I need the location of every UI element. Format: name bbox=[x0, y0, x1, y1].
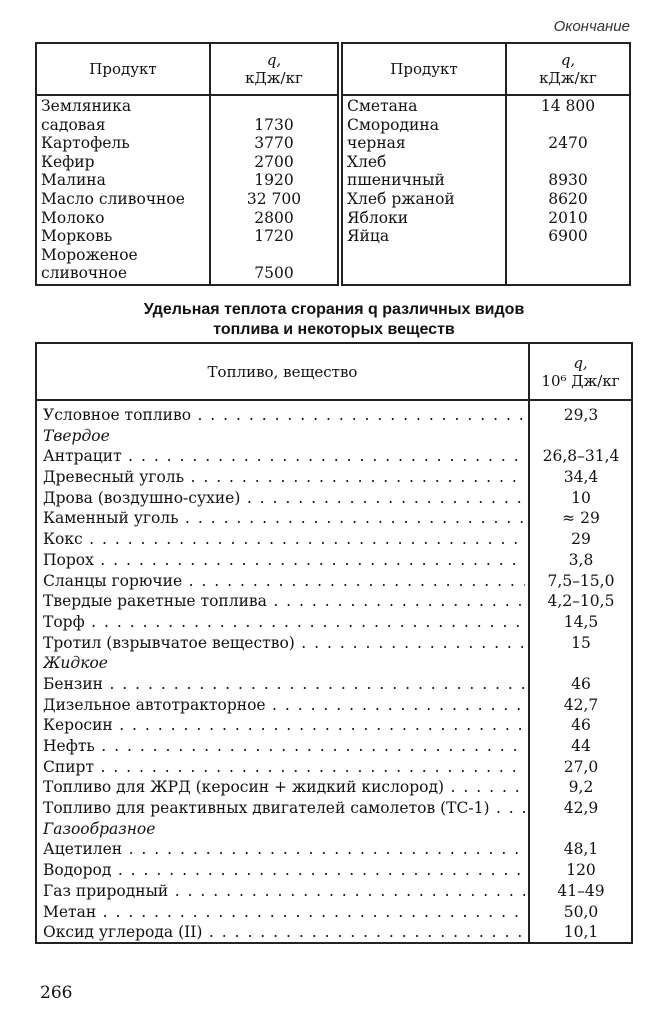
substance-name: Оксид углерода (II) . . . bbox=[43, 922, 525, 943]
table-row bbox=[37, 246, 337, 265]
substance-name: Условное топливо . . . bbox=[43, 405, 525, 426]
heat-value: 15 bbox=[571, 633, 591, 652]
heat-value: 14 800 bbox=[540, 97, 596, 115]
product-name: Картофель bbox=[41, 134, 130, 153]
table-row bbox=[37, 777, 631, 798]
continuation-label: Окончание bbox=[553, 18, 630, 35]
table-row bbox=[37, 571, 631, 592]
table-row bbox=[37, 488, 631, 509]
heat-value: 32 700 bbox=[246, 189, 302, 208]
product-name: черная bbox=[347, 134, 406, 153]
heat-value: 1720 bbox=[254, 227, 294, 246]
table-row bbox=[37, 633, 631, 654]
table-row bbox=[37, 715, 631, 736]
substance-name: Сланцы горючие . . . bbox=[43, 571, 525, 592]
table-row bbox=[343, 97, 629, 116]
table-row bbox=[37, 227, 337, 246]
heat-value: 41–49 bbox=[557, 881, 605, 900]
table-row bbox=[37, 153, 337, 172]
table-row bbox=[37, 134, 337, 153]
heat-value: 2700 bbox=[254, 152, 294, 171]
table-row bbox=[37, 612, 631, 633]
table-row bbox=[37, 405, 631, 426]
table-row bbox=[343, 153, 629, 172]
heat-value: 48,1 bbox=[563, 840, 599, 859]
substance-name: Торф . . . bbox=[43, 612, 525, 633]
product-name: Яблоки bbox=[347, 208, 409, 227]
heat-value: 29 bbox=[571, 530, 591, 549]
product-name: Хлеб bbox=[347, 152, 387, 171]
heat-value: 46 bbox=[571, 716, 591, 735]
table-row bbox=[37, 860, 631, 881]
substance-name: Водород . . . bbox=[43, 860, 525, 881]
product-name: пшеничный bbox=[347, 171, 445, 190]
product-name: Смородина bbox=[347, 115, 439, 134]
table-row bbox=[343, 116, 629, 135]
header-q: q, кДж/кг bbox=[539, 51, 597, 87]
table-row bbox=[343, 171, 629, 190]
heat-value: 4,2–10,5 bbox=[547, 592, 615, 611]
table-row bbox=[37, 674, 631, 695]
category-label: Газообразное bbox=[43, 819, 156, 838]
heat-value: 27,0 bbox=[563, 757, 599, 776]
product-name: Молоко bbox=[41, 208, 105, 227]
heat-value: 10 bbox=[571, 488, 591, 507]
table-row bbox=[37, 736, 631, 757]
header-product: Продукт bbox=[390, 60, 458, 78]
table-row bbox=[37, 508, 631, 529]
substance-name: Дрова (воздушно-сухие) . . . bbox=[43, 488, 525, 509]
table-row bbox=[343, 190, 629, 209]
category-label: Жидкое bbox=[43, 654, 108, 673]
heat-value: 14,5 bbox=[563, 612, 599, 631]
substance-name: Твердые ракетные топлива . . . bbox=[43, 591, 525, 612]
heat-value: 26,8–31,4 bbox=[542, 447, 620, 466]
heat-value: 8930 bbox=[548, 171, 588, 190]
substance-name: Дизельное автотракторное . . . bbox=[43, 695, 525, 716]
header-q: q, кДж/кг bbox=[245, 51, 303, 87]
heat-value: 3,8 bbox=[568, 550, 594, 569]
fuel-heat-table bbox=[35, 342, 633, 944]
substance-name: Спирт . . . bbox=[43, 757, 525, 778]
table-row bbox=[37, 902, 631, 923]
table-row bbox=[37, 839, 631, 860]
heat-value: 2010 bbox=[548, 208, 588, 227]
heat-value: 7,5–15,0 bbox=[547, 571, 615, 590]
heat-value: 9,2 bbox=[568, 778, 594, 797]
table-row bbox=[37, 529, 631, 550]
product-name: сливочное bbox=[41, 264, 127, 283]
table-row bbox=[343, 209, 629, 228]
product-name: Масло сливочное bbox=[41, 189, 185, 208]
substance-name: Топливо для ЖРД (керосин + жидкий кислород) . . . bbox=[43, 777, 525, 798]
table-row bbox=[343, 227, 629, 246]
heat-value: 2800 bbox=[254, 208, 294, 227]
header-substance: Топливо, вещество bbox=[207, 362, 358, 381]
product-name: садовая bbox=[41, 115, 106, 134]
product-name: Малина bbox=[41, 171, 106, 190]
substance-name: Газ природный . . . bbox=[43, 881, 525, 902]
product-name: Кефир bbox=[41, 152, 95, 171]
heat-value: 1730 bbox=[254, 115, 294, 134]
table-row bbox=[37, 171, 337, 190]
substance-name: Метан . . . bbox=[43, 902, 525, 923]
substance-name: Керосин . . . bbox=[43, 715, 525, 736]
product-name: Яйца bbox=[347, 227, 390, 246]
table-row bbox=[37, 97, 337, 116]
heat-value: 50,0 bbox=[563, 902, 599, 921]
substance-name: Тротил (взрывчатое вещество) . . . bbox=[43, 633, 525, 654]
product-name: Морковь bbox=[41, 227, 113, 246]
heat-value: 10,1 bbox=[563, 923, 599, 942]
heat-value: 8620 bbox=[548, 189, 588, 208]
substance-name: Бензин . . . bbox=[43, 674, 525, 695]
food-table-left bbox=[35, 42, 339, 286]
heat-value: 42,7 bbox=[563, 695, 599, 714]
table-row bbox=[37, 446, 631, 467]
food-heat-table bbox=[35, 42, 631, 286]
substance-name: Древесный уголь . . . bbox=[43, 467, 525, 488]
category-row bbox=[37, 426, 631, 447]
table-row bbox=[343, 134, 629, 153]
product-name: Земляника bbox=[41, 97, 132, 115]
table-row bbox=[37, 190, 337, 209]
header-q: q, 10⁶ Дж/кг bbox=[541, 353, 620, 390]
category-row bbox=[37, 819, 631, 840]
heat-value: 34,4 bbox=[563, 468, 599, 487]
heat-value: 44 bbox=[571, 737, 591, 755]
substance-name: Топливо для реактивных двигателей самолетов (ТС-1) . . . bbox=[43, 798, 525, 819]
product-name: Сметана bbox=[347, 97, 418, 115]
heat-value: 120 bbox=[566, 861, 596, 880]
category-row bbox=[37, 653, 631, 674]
substance-name: Антрацит . . . bbox=[43, 446, 525, 467]
heat-value: 42,9 bbox=[563, 799, 599, 818]
page-number: 266 bbox=[40, 983, 73, 1003]
substance-name: Нефть . . . bbox=[43, 736, 525, 757]
heat-value: 2470 bbox=[548, 134, 588, 153]
heat-value: 3770 bbox=[254, 134, 294, 153]
product-name: Хлеб ржаной bbox=[347, 189, 455, 208]
table-row bbox=[37, 757, 631, 778]
heat-value: 29,3 bbox=[563, 406, 599, 424]
heat-value: 6900 bbox=[548, 227, 588, 246]
table-row bbox=[37, 695, 631, 716]
table-row bbox=[37, 550, 631, 571]
table-row bbox=[37, 881, 631, 902]
heat-value: 7500 bbox=[254, 264, 294, 283]
table-row bbox=[37, 116, 337, 135]
header-product: Продукт bbox=[89, 60, 157, 78]
product-name: Мороженое bbox=[41, 245, 138, 264]
category-label: Твердое bbox=[43, 426, 110, 445]
heat-value: 46 bbox=[571, 674, 591, 693]
table-row bbox=[37, 467, 631, 488]
substance-name: Порох . . . bbox=[43, 550, 525, 571]
food-table-right bbox=[341, 42, 631, 286]
table-row bbox=[37, 264, 337, 283]
table-row bbox=[37, 591, 631, 612]
substance-name: Ацетилен . . . bbox=[43, 839, 525, 860]
table-row bbox=[37, 798, 631, 819]
table-row bbox=[37, 922, 631, 943]
table-row bbox=[37, 209, 337, 228]
substance-name: Каменный уголь . . . bbox=[43, 508, 525, 529]
substance-name: Кокс . . . bbox=[43, 529, 525, 550]
heat-value: 1920 bbox=[254, 171, 294, 190]
heat-value: ≈ 29 bbox=[562, 509, 600, 528]
fuel-table-title: Удельная теплота сгорания q различных видов топлива и некоторых веществ bbox=[143, 301, 525, 338]
